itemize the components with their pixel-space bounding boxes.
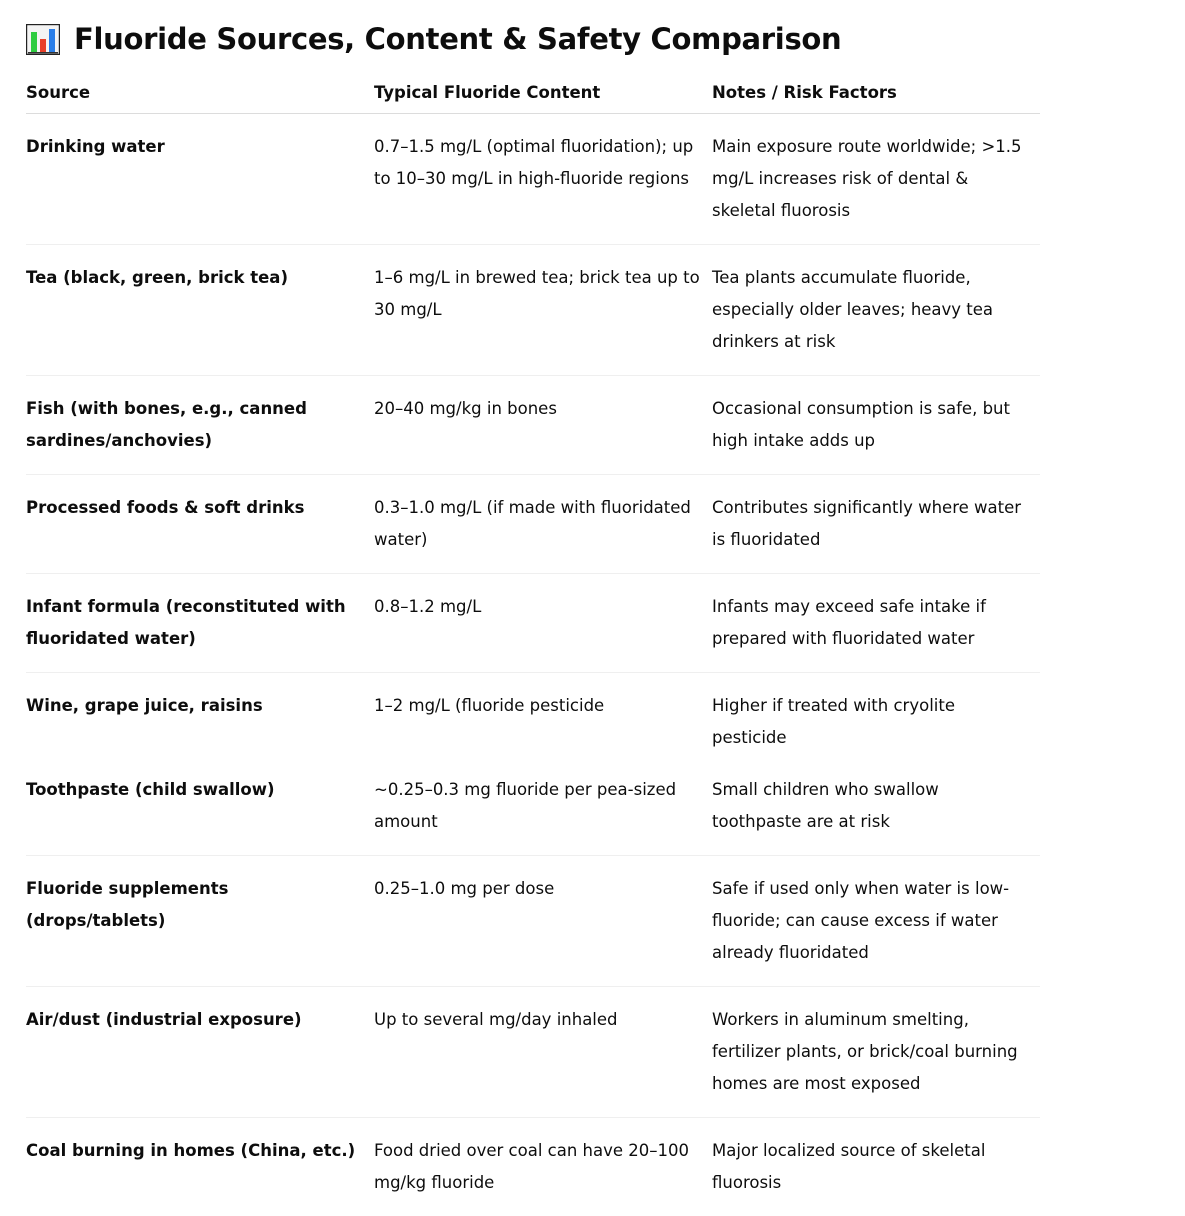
cell-notes: Higher if treated with cryolite pesticide (712, 673, 1040, 765)
cell-source: Tea (black, green, brick tea) (26, 245, 374, 376)
page-title (26, 18, 1040, 60)
cell-content: 0.7–1.5 mg/L (optimal fluoridation); up to 10–30 mg/L in high-fluoride regions (374, 114, 712, 245)
cell-notes: Occasional consumption is safe, but high intake adds up (712, 376, 1040, 475)
cell-source: Infant formula (reconstituted with fluoridated water) (26, 574, 374, 673)
cell-notes: Major localized source of skeletal fluorosis (712, 1118, 1040, 1216)
cell-content: 20–40 mg/kg in bones (374, 376, 712, 475)
table-row (26, 987, 1040, 1118)
cell-content: ~0.25–0.3 mg fluoride per pea-sized amount (374, 764, 712, 856)
cell-notes: Small children who swallow toothpaste are at risk (712, 764, 1040, 856)
cell-content: Food dried over coal can have 20–100 mg/kg fluoride (374, 1118, 712, 1216)
table-header-row (26, 73, 1040, 114)
cell-source: Toothpaste (child swallow) (26, 764, 374, 856)
cell-source: Processed foods & soft drinks (26, 475, 374, 574)
column-header-content: Typical Fluoride Content (374, 73, 712, 114)
bar-chart-icon (26, 24, 60, 55)
document (26, 18, 1040, 1216)
cell-content: 0.8–1.2 mg/L (374, 574, 712, 673)
cell-source: Wine, grape juice, raisins (26, 673, 374, 765)
column-header-source: Source (26, 73, 374, 114)
table-row (26, 376, 1040, 475)
fluoride-comparison-table (26, 73, 1040, 1216)
column-header-notes: Notes / Risk Factors (712, 73, 1040, 114)
cell-source: Air/dust (industrial exposure) (26, 987, 374, 1118)
table-row (26, 856, 1040, 987)
cell-notes: Infants may exceed safe intake if prepared with fluoridated water (712, 574, 1040, 673)
cell-source: Fish (with bones, e.g., canned sardines/anchovies) (26, 376, 374, 475)
cell-content: Up to several mg/day inhaled (374, 987, 712, 1118)
cell-source: Fluoride supplements (drops/tablets) (26, 856, 374, 987)
table-row (26, 1118, 1040, 1216)
table-row (26, 114, 1040, 245)
table-row (26, 475, 1040, 574)
cell-notes: Workers in aluminum smelting, fertilizer plants, or brick/coal burning homes are most exposed (712, 987, 1040, 1118)
cell-notes: Safe if used only when water is low-fluoride; can cause excess if water already fluoridated (712, 856, 1040, 987)
cell-notes: Contributes significantly where water is fluoridated (712, 475, 1040, 574)
page-title-text: Fluoride Sources, Content & Safety Comparison (74, 22, 841, 56)
cell-content: 0.25–1.0 mg per dose (374, 856, 712, 987)
cell-notes: Main exposure route worldwide; >1.5 mg/L increases risk of dental & skeletal fluorosis (712, 114, 1040, 245)
cell-source: Drinking water (26, 114, 374, 245)
cell-content: 0.3–1.0 mg/L (if made with fluoridated water) (374, 475, 712, 574)
cell-notes: Tea plants accumulate fluoride, especially older leaves; heavy tea drinkers at risk (712, 245, 1040, 376)
cell-content: 1–2 mg/L (fluoride pesticide (374, 673, 712, 765)
table-row (26, 574, 1040, 673)
cell-content: 1–6 mg/L in brewed tea; brick tea up to 30 mg/L (374, 245, 712, 376)
cell-source: Coal burning in homes (China, etc.) (26, 1118, 374, 1216)
table-row (26, 673, 1040, 765)
table-row (26, 245, 1040, 376)
table-row (26, 764, 1040, 856)
